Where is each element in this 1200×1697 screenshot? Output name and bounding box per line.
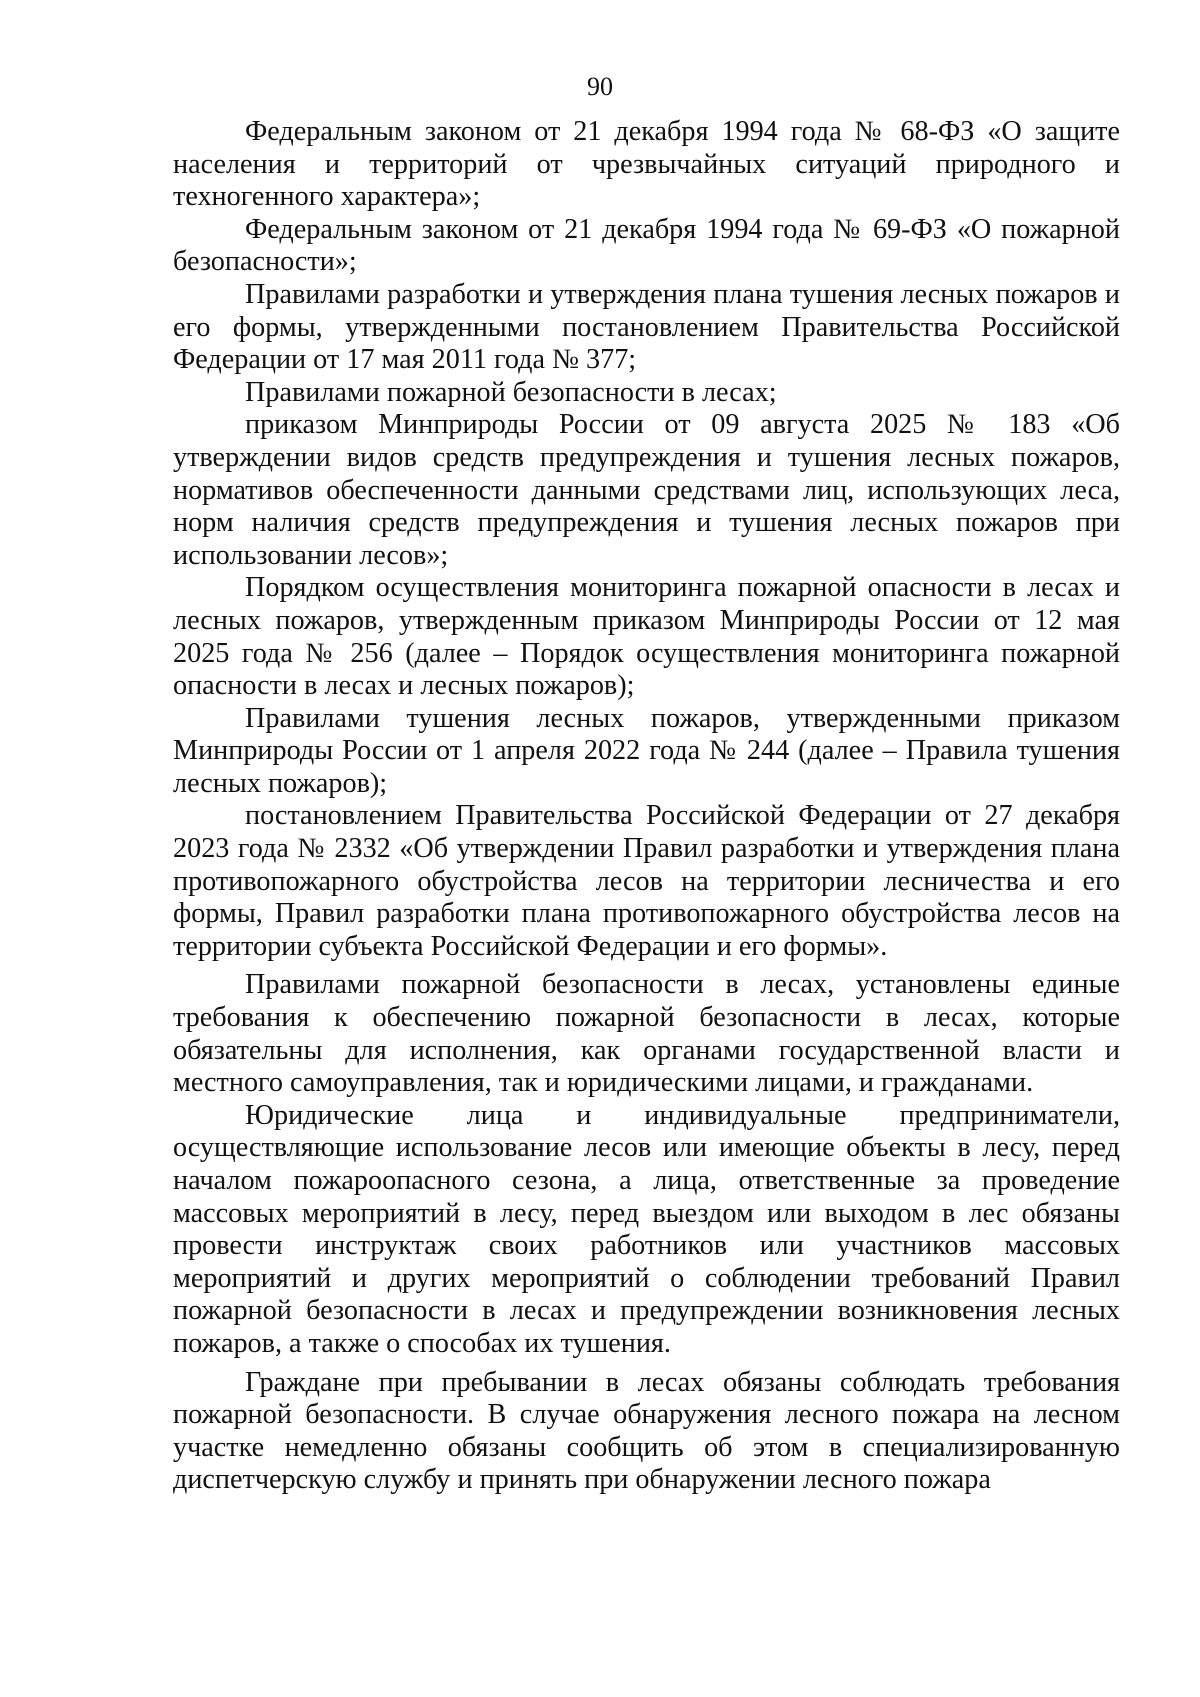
document-body <box>173 116 1120 1497</box>
page-number: 90 <box>587 72 613 101</box>
paragraph-fz-69: Федеральным законом от 21 декабря 1994 года № 69-ФЗ «О пожарной безопасности»; <box>173 213 1120 278</box>
paragraph-extinguishing-rules: Правилами тушения лесных пожаров, утвержденными приказом Минприроды России от 1 апреля 2022 года № 244 (далее – Правила тушения лесных пожаров); <box>173 702 1120 799</box>
paragraph-fz-68: Федеральным законом от 21 декабря 1994 года № 68-ФЗ «О защите населения и территорий от чрезвычайных ситуаций природного и техногенного характера»; <box>173 116 1120 213</box>
paragraph-plan-rules: Правилами разработки и утверждения плана тушения лесных пожаров и его формы, утвержденными постановлением Правительства Российской Федерации от 17 мая 2011 года № 377; <box>173 278 1120 376</box>
paragraph-monitoring-order: Порядком осуществления мониторинга пожарной опасности в лесах и лесных пожаров, утвержденным приказом Минприроды России от 12 мая 2025 года № 256 (далее – Порядок осуществления мониторинга пожарной опасности в лесах и лесных пожаров); <box>173 572 1120 702</box>
paragraph-fire-safety-rules: Правилами пожарной безопасности в лесах; <box>245 376 777 408</box>
paragraph-order-183: приказом Минприроды России от 09 августа 2025 № 183 «Об утверждении видов средств предупреждения и тушения лесных пожаров, нормативов обеспеченности данными средствами лиц, использующих леса, норм наличия средств предупреждения и тушения лесных пожаров при использовании лесов»; <box>173 409 1120 571</box>
paragraph-legal-entities: Юридические лица и индивидуальные предприниматели, осуществляющие использование лесов или имеющие объекты в лесу, перед началом пожароопасного сезона, а лица, ответственные за проведение массовых мероприятий в лесу, перед выездом или выходом в лес обязаны провести инструктаж своих работников или участников массовых мероприятий и других мероприятий о соблюдении требований Правил пожарной безопасности в лесах и предупреждении возникновения лесных пожаров, а также о способах их тушения. <box>173 1099 1120 1359</box>
paragraph-unified-requirements: Правилами пожарной безопасности в лесах, установлены единые требования к обеспечению пожарной безопасности в лесах, которые обязательны для исполнения, как органами государственной власти и местного самоуправления, так и юридическими лицами, и гражданами. <box>173 969 1120 1099</box>
paragraph-citizens: Граждане при пребывании в лесах обязаны соблюдать требования пожарной безопасности. В случае обнаружения лесного пожара на лесном участке немедленно обязаны сообщить об этом в специализированную диспетчерскую службу и принять при обнаружении лесного пожара <box>173 1366 1120 1496</box>
paragraph-decree-2332: постановлением Правительства Российской Федерации от 27 декабря 2023 года № 2332 «Об утверждении Правил разработки и утверждения плана противопожарного обустройства лесов на территории лесничества и его формы, Правил разработки плана противопожарного обустройства лесов на территории субъекта Российской Федерации и его формы». <box>173 800 1120 962</box>
